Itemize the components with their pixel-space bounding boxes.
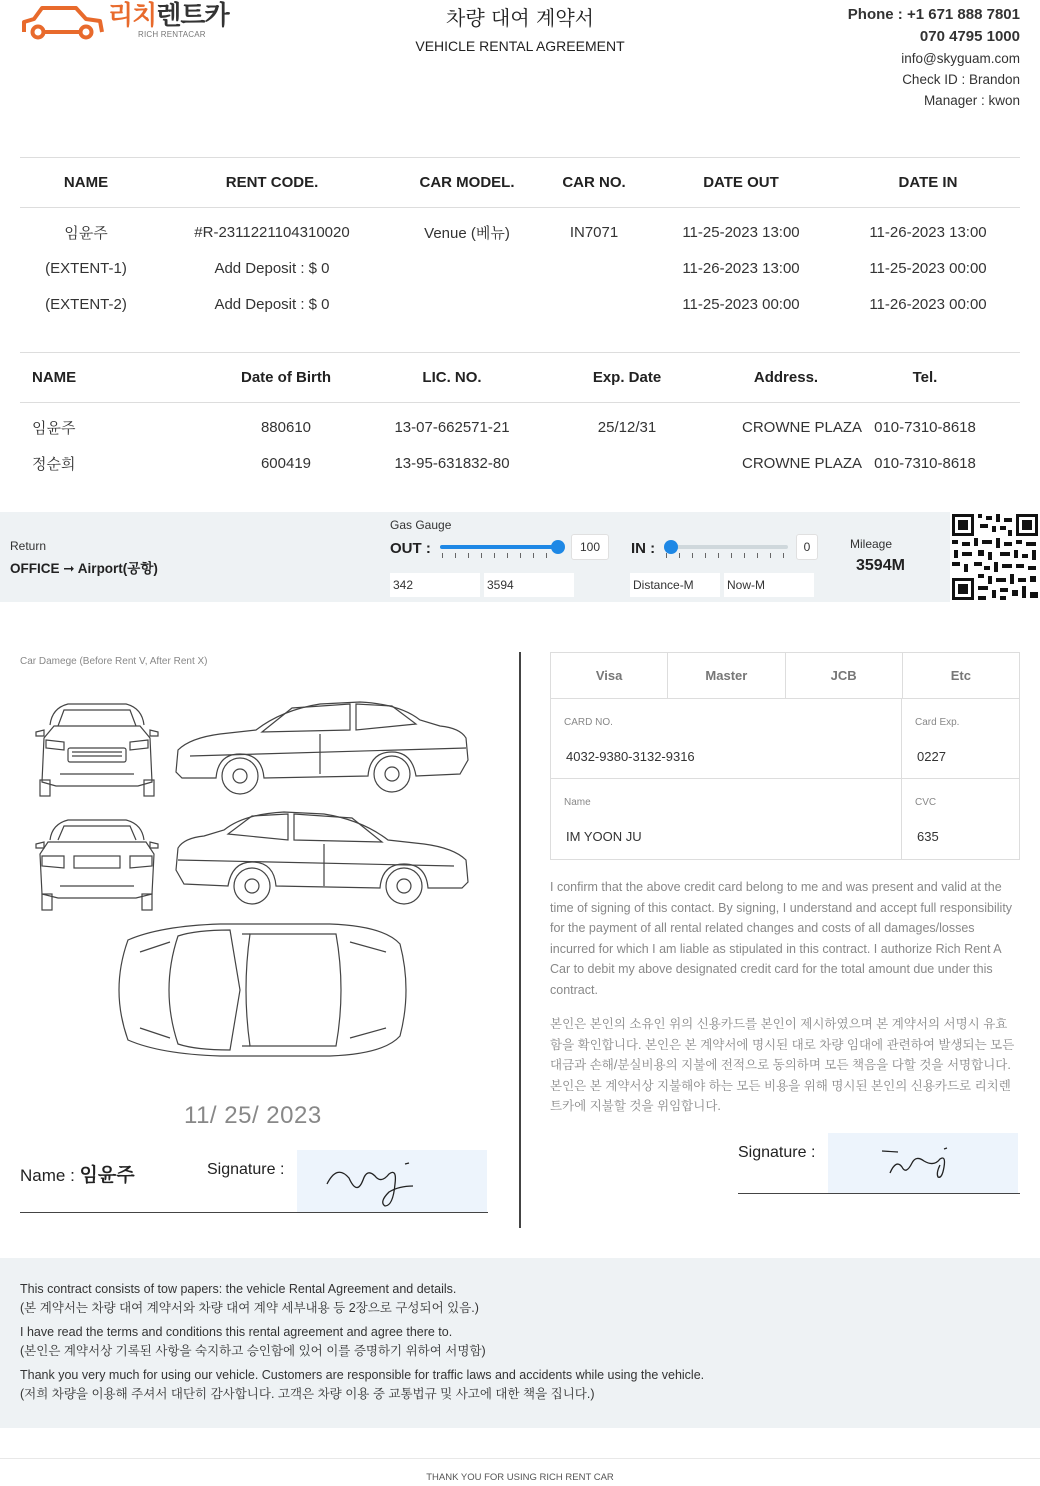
card-type-etc[interactable]: Etc [950, 668, 971, 683]
distance-out-field[interactable]: 342 [390, 573, 480, 597]
col-lic-no: LIC. NO. [422, 369, 482, 386]
card-type-visa[interactable]: Visa [551, 653, 668, 698]
mileage-out-field[interactable]: 3594 [484, 573, 574, 597]
car-damage-title: Car Damege (Before Rent V, After Rent X) [20, 656, 208, 667]
cell-date-in: 11-26-2023 00:00 [869, 295, 987, 313]
contact-check-id: Check ID : Brandon [902, 72, 1020, 87]
gas-out-track [440, 545, 558, 549]
cell-name: (EXTENT-1) [45, 259, 127, 277]
gas-in-value: 0 [796, 534, 818, 560]
drivers-table-header [20, 353, 1020, 403]
notice-line: I have read the terms and conditions this rental agreement and agree there to. [20, 1325, 453, 1339]
rental-table [20, 157, 1020, 322]
contact-info [848, 4, 1020, 111]
card-signature-label: Signature : [738, 1144, 816, 1161]
cell-driver-name: 임윤주 [32, 419, 76, 437]
cell-date-out: 11-25-2023 13:00 [682, 223, 800, 241]
cell-car-no: IN7071 [569, 223, 619, 241]
qr-code-icon [950, 512, 1040, 602]
card-cvc-label: CVC [915, 797, 937, 808]
col-name: NAME [63, 174, 109, 191]
card-number-row [551, 699, 1019, 779]
notice-line: (본인은 계약서상 기록된 사항을 숙지하고 승인함에 있어 이를 증명하기 위하여 서명함) [20, 1343, 486, 1358]
cell-address: CROWNE PLAZA [742, 418, 863, 436]
cell-lic-no: 13-95-631832-80 [394, 454, 510, 472]
contact-email: info@skyguam.com [901, 51, 1020, 66]
car-rear-view[interactable] [36, 820, 158, 910]
car-front-view[interactable] [36, 704, 158, 796]
car-right-side-view[interactable] [176, 702, 468, 794]
card-number-cell[interactable] [551, 699, 902, 778]
signature-image [828, 1133, 1018, 1193]
mileage-in-field[interactable]: Now-M [724, 573, 814, 597]
contact-phone: Phone : +1 671 888 7801 [847, 6, 1020, 23]
consent-text-ko: 본인은 본인의 소유인 위의 신용카드를 본인이 제시하였으며 본 계약서의 서명시 유효함을 확인합니다. 본인은 본 계약서에 명시된 대로 차량 임대에 관련하여 발생되는 모든 대금과 손해/분실비용의 지불에 전적으로 동의하며 모든 책음을 다할 것을 서명합니다. 본인은 본 계약서상 지불해야 하는 모든 비용을 위해 명시된 본인의 신용카드로 리치렌트카에 지불할 것을 위임합니다. [550, 1017, 1015, 1113]
consent-text-en: I confirm that the above credit card belong to me and was present and valid at the time of signing of this contact. By signing, I understand and accept full responsibility for the payment of all rental related changes and costs of all damages/losses incurred for which I am liable as stipulated in this contract. I authorize Rich Rent A Car to debit my above designated credit card for the total amount due under this contract. [550, 880, 1013, 997]
col-date-in: DATE IN [898, 174, 958, 191]
table-row [20, 286, 1020, 322]
cell-tel: 010-7310-8618 [874, 454, 976, 472]
cell-address: CROWNE PLAZA [742, 454, 863, 472]
cell-dob: 880610 [260, 418, 312, 436]
card-holder-label: Name [564, 797, 591, 808]
cell-date-out: 11-25-2023 00:00 [682, 295, 800, 313]
notice-line: This contract consists of tow papers: the vehicle Rental Agreement and details. [20, 1282, 457, 1296]
table-row [20, 445, 1020, 481]
renter-name [20, 1160, 135, 1187]
gas-in-track [664, 545, 788, 549]
card-exp-value: 0227 [917, 749, 946, 764]
renter-signature-line [20, 1212, 488, 1213]
col-date-out: DATE OUT [703, 174, 779, 191]
notice-line: Thank you very much for using our vehicle. Customers are responsible for traffic laws and accidents while using the vehicle. [20, 1368, 705, 1382]
card-type-master[interactable]: Master [668, 653, 785, 698]
cell-exp-date: 25/12/31 [597, 418, 657, 436]
card-type-jcb[interactable]: JCB [786, 653, 903, 698]
col-car-no: CAR NO. [562, 174, 626, 191]
cell-name: (EXTENT-2) [45, 295, 127, 313]
col-address: Address. [753, 369, 819, 386]
card-holder-row [551, 779, 1019, 859]
cell-date-out: 11-26-2023 13:00 [682, 259, 800, 277]
contract-date: 11/ 25/ 2023 [184, 1102, 322, 1129]
col-exp-date: Exp. Date [592, 369, 662, 386]
card-exp-label: Card Exp. [915, 717, 960, 728]
return-route: OFFICE ➞ Airport(공항) [10, 561, 158, 576]
notice-line: (본 계약서는 차량 대여 계약서와 차량 대여 계약 세부내용 등 2장으로 구성되어 있음.) [20, 1300, 479, 1315]
logo-wordmark: 리치렌트카 [108, 1, 229, 31]
footer-divider [0, 1458, 1040, 1459]
footer-text: THANK YOU FOR USING RICH RENT CAR [426, 1472, 614, 1483]
notice-line: (저희 차량을 이용해 주셔서 대단히 감사합니다. 고객은 차량 이용 중 교통법규 및 사고에 대한 책을 집니다.) [20, 1386, 595, 1401]
card-cvc-value: 635 [917, 829, 939, 844]
card-number-value: 4032-9380-3132-9316 [566, 749, 695, 764]
mileage-label: Mileage [850, 537, 893, 551]
cell-rent-code: #R-2311221104310020 [194, 223, 350, 241]
card-cvc-cell[interactable] [902, 779, 1019, 859]
contact-manager: Manager : kwon [923, 93, 1020, 108]
logo-subtitle: RICH RENTACAR [138, 30, 206, 39]
rental-table-header [20, 158, 1020, 208]
car-damage-diagram[interactable] [20, 690, 490, 1070]
card-number-label: CARD NO. [564, 717, 613, 728]
contract-notice [0, 1258, 1040, 1428]
distance-in-field[interactable]: Distance-M [630, 573, 720, 597]
col-driver-name: NAME [32, 369, 77, 386]
vertical-divider [519, 652, 521, 1228]
renter-name-value: 임윤주 [79, 1165, 135, 1186]
renter-signature-label: Signature : [207, 1161, 285, 1178]
cell-driver-name: 정순희 [32, 455, 76, 473]
table-row [20, 250, 1020, 286]
cell-name: 임윤주 [64, 224, 108, 242]
cell-dob: 600419 [260, 454, 312, 472]
col-dob: Date of Birth [241, 369, 331, 386]
card-holder-cell[interactable] [551, 779, 902, 859]
card-exp-cell[interactable] [902, 699, 1019, 778]
cell-car-model: Venue (베뉴) [424, 224, 510, 242]
cell-date-in: 11-26-2023 13:00 [869, 223, 987, 241]
cell-deposit: Add Deposit : $ 0 [214, 295, 330, 313]
car-left-side-view[interactable] [176, 812, 468, 904]
cell-tel: 010-7310-8618 [874, 418, 976, 436]
cell-deposit: Add Deposit : $ 0 [214, 259, 330, 277]
gas-out-handle[interactable] [551, 540, 565, 554]
col-tel: Tel. [912, 369, 938, 386]
cell-lic-no: 13-07-662571-21 [394, 418, 510, 436]
gauge-panel [0, 512, 1040, 602]
gas-in-ticks [666, 553, 786, 558]
contact-phone-2: 070 4795 1000 [919, 28, 1020, 45]
cell-date-in: 11-25-2023 00:00 [869, 259, 987, 277]
card-signature-box[interactable] [828, 1133, 1018, 1193]
renter-name-label: Name : [20, 1166, 75, 1185]
page-title-en: VEHICLE RENTAL AGREEMENT [415, 38, 625, 54]
card-info-table [550, 652, 1020, 860]
table-row [20, 409, 1020, 445]
card-signature-line [738, 1193, 1020, 1194]
gas-in-label: IN : [631, 540, 656, 557]
gas-in-handle[interactable] [664, 540, 678, 554]
card-type-row [551, 653, 1019, 699]
gas-out-ticks [442, 553, 556, 558]
col-rent-code: RENT CODE. [225, 174, 319, 191]
gas-out-label: OUT : [390, 540, 431, 557]
renter-signature-box[interactable] [297, 1150, 487, 1212]
card-holder-value: IM YOON JU [566, 829, 642, 844]
drivers-table [20, 352, 1020, 481]
return-label: Return [10, 539, 47, 553]
signature-image [297, 1150, 487, 1212]
col-car-model: CAR MODEL. [419, 174, 515, 191]
car-top-view[interactable] [119, 924, 406, 1056]
gas-gauge-title: Gas Gauge [390, 518, 452, 532]
table-row [20, 214, 1020, 250]
gas-out-value: 100 [571, 534, 609, 560]
mileage-value: 3594M [856, 557, 905, 574]
page-title-ko: 차량 대여 계약서 [446, 6, 594, 30]
